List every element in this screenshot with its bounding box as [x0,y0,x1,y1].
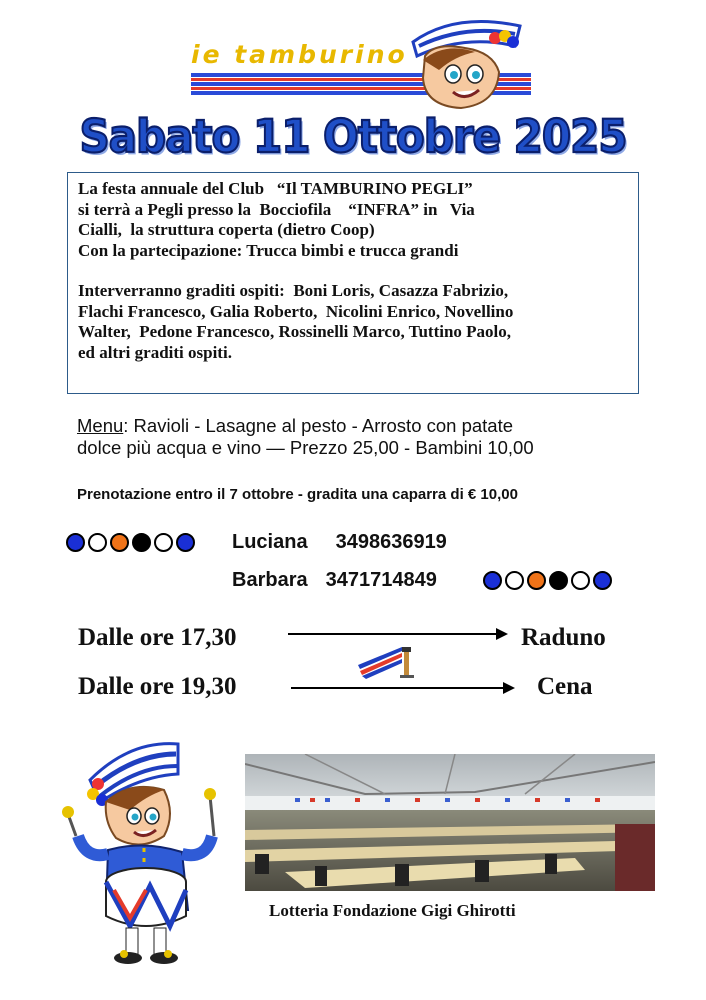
info-line: Flachi Francesco, Galia Roberto, Nicolini Enrico, Novellino [78,301,514,321]
color-dots-right [483,571,612,590]
color-dot [132,533,151,552]
menu-section [77,415,677,459]
schedule-time-raduno: Dalle ore 17,30 [78,624,237,651]
contact-phone: 3498636919 [335,531,447,553]
info-line: La festa annuale del Club “Il TAMBURINO PEGLI” [78,179,473,198]
schedule-label-raduno: Raduno [521,624,606,651]
color-dot [110,533,129,552]
venue-photo [245,754,655,891]
contact-name: Barbara [232,569,308,591]
schedule-time-cena: Dalle ore 19,30 [78,673,237,700]
contact-phone: 3471714849 [325,569,437,591]
menu-label: Menu [77,415,124,436]
color-dot [549,571,568,590]
menu-items: : Ravioli - Lasagne al pesto - Arrosto con patate [123,415,514,436]
info-line: si terrà a Pegli presso la Bocciofila “INFRA” in Via [78,199,475,219]
club-logo [185,18,545,108]
info-line: Cialli, la struttura coperta (dietro Coop) [78,220,375,239]
info-line: Con la partecipazione: Trucca bimbi e trucca grandi [78,240,459,260]
contact-luciana [232,531,447,554]
drummer-face-icon [395,12,535,112]
lottery-note: Lotteria Fondazione Gigi Ghirotti [269,901,516,920]
color-dot [154,533,173,552]
contact-barbara [232,569,437,592]
color-dot [483,571,502,590]
color-dot [66,533,85,552]
color-dot [571,571,590,590]
schedule-label-cena: Cena [537,673,593,700]
color-dot [593,571,612,590]
color-dot [505,571,524,590]
color-dot [88,533,107,552]
flag-lighthouse-icon [356,645,416,679]
event-info-box [67,172,639,394]
contact-name: Luciana [232,531,308,553]
color-dots-left [66,533,195,552]
event-date-title: Sabato 11 Ottobre 2025 [79,110,627,163]
drummer-boy-icon [60,740,230,970]
menu-price: dolce più acqua e vino — Prezzo 25,00 - Bambini 10,00 [77,437,534,458]
info-line: ed altri graditi ospiti. [78,342,232,362]
arrow-icon [291,687,513,689]
color-dot [527,571,546,590]
info-line: Walter, Pedone Francesco, Rossinelli Marco, Tuttino Paolo, [78,322,512,341]
info-line: Interverranno graditi ospiti: Boni Loris, Casazza Fabrizio, [78,281,509,300]
arrow-icon [288,633,506,635]
reservation-note: Prenotazione entro il 7 ottobre - gradita una caparra di € 10,00 [77,486,518,503]
color-dot [176,533,195,552]
logo-text: ie tamburino [191,40,408,69]
